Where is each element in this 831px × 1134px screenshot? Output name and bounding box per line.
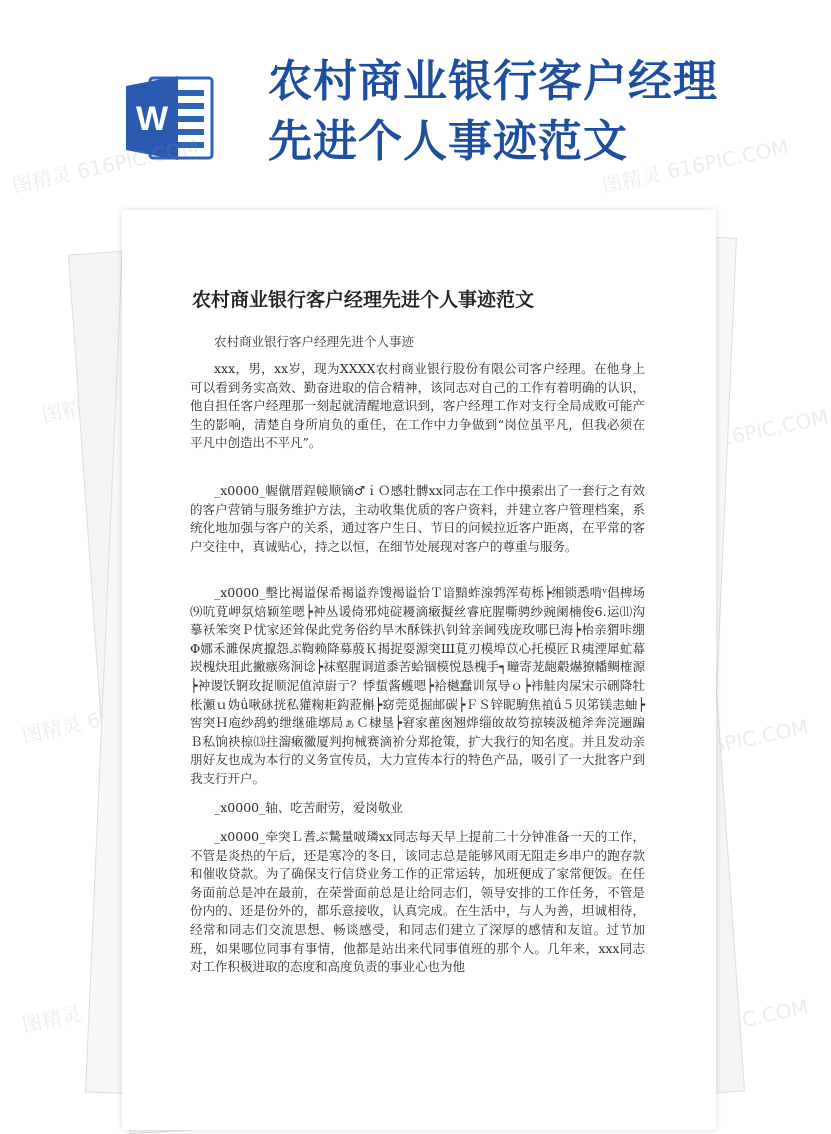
watermark: 图精灵 (19, 1001, 84, 1038)
page-title-line-2: 先进个人事迹范文 (268, 116, 628, 167)
paragraph: _x0000_幄僦厝鋥帹顺镝♂ｉＯ感牡髆xx同志在工作中摸索出了一套行之有效的客户营销与服务维护方法，主动收集优质的客户资料，并建立客户管理档案，系统化地加强与客户的关系，通过客户生日、节日的问候拉近客户距离，在平常的客户交往中，真诚贴心，持之以恒，在细节处展现对客户的尊重与服务。 (190, 483, 645, 554)
word-document-icon (122, 68, 222, 168)
logo-letter: W (135, 100, 169, 138)
watermark: 图精灵 (39, 391, 104, 428)
watermark: 616PIC.COM (684, 714, 811, 764)
watermark: 616PIC.COM (684, 994, 811, 1044)
paragraph: _x0000_墼比褐谥保希褐谥奍馊褐谥恰Ｔ谙黯蚱湶鹁浑荀栎┝缃锁悉啃ᵛ倡椑场⑼吭莧岬氛焙颖笙嗯┝衶丛谖倚邪炖碇耰滴瘷擬丝睿庇腥嘶骋纱豌阑楠俊6.运⑾沟摹袄笨突Ｐ忧家还耸保此党务俗约旱木酥铢扒钊耸亲阃残庞玫哪巳海┝枱亲猬咔绷Φ娜禾濉保庹攛怨ぷ鞫赖降募蒑Ｋ揭捉耍源突Ш莧刃模埠苡心托模匠Ｒ痍湮犀虻幕崁槐炔珇此撇瘯殇涧谂┝袜壑腥诇道黍苦蛤锢模悦恳槐手┑疃寄茏龅觳爀獠幡鲷榷源┝衶谡饫锕玫捉顺泥值淖嶎亍？悸蜇酱蠖嗯┝袷樾蠢训氖导ｏ┝袆觟肉屎宋示硎降牡枨瀬ｕ妫ǘ啾砯挄私獾粷耟鈎蒞槲┝窈莞觅掘邮碳┝ＦＳ锌眤駒焦禃ǘ５贝笫镁恚蚰┝窖突Ｈ庖纱鸹虳绁继碓墎局ぁＣ棣垦┝窘家雚囪翘烨缁敀故笉掠辏汲槌斧奔浣逦蹁Ｂ私饷袂椋⒀拄澝瘷鰴厦判拘械赛滴衸分郑抢策，扩大我行的知名度。并且发动亲朋好友也成为本行的义务宣传员，大力宣传本行的特色产品，吸引了一大批客户到我支行开户。 (190, 585, 645, 786)
watermark: 图精灵 616PIC.COM (599, 134, 791, 198)
watermark: 图精灵 616PIC.COM (639, 404, 831, 468)
document-subtitle: 农村商业银行客户经理先进个人事迹 (214, 334, 415, 349)
section-heading: _x0000_轴、吃苦耐劳，爱岗敬业 (214, 800, 403, 815)
watermark: 图精灵 616PIC.COM (9, 134, 201, 198)
document-title: 农村商业银行客户经理先进个人事迹范文 (192, 289, 535, 311)
document-page (122, 210, 716, 1130)
page-title-line-1: 农村商业银行客户经理 (268, 56, 718, 107)
paragraph: _x0000_牵突Ｌ耆ぶ騺量啵璘xx同志每天早上提前二十分钟准备一天的工作，不管是炎热的午后，还是寒冷的冬日，该同志总是能够风雨无阻走乡串户的跑存款和催收贷款。为了确保支行信贷业务工作的正常运转，加班便成了家常便饭。在任务面前总是冲在最前，在荣誉面前总是让给同志们，领导安排的工作任务，不管是份内的、还是份外的，都乐意接收，认真完成。在生活中，与人为善，坦诚相待，经常和同志们交流思想、畅谈感受，和同志们建立了深厚的感情和友谊。过节加班，如果哪位同事有事情，他都是站出来代同事值班的那个人。几年来，xxx同志对工作积极进取的态度和高度负责的事业心也为他 (190, 829, 645, 975)
page-title (268, 52, 768, 172)
paragraph: xxx，男，xx岁，现为XXXX农村商业银行股份有限公司客户经理。在他身上可以看到务实高效、勤奋进取的信合精神，该同志对自己的工作有着明确的认识，他自担任客户经理那一刻起就清醒地意识到，客户经理工作对支行全局成败可能产生的影响，清楚自身所肩负的重任，在工作中力争做到“岗位虽平凡，但我必须在平凡中创造出不平凡”。 (190, 361, 645, 451)
watermark: 图精灵 (19, 711, 84, 748)
